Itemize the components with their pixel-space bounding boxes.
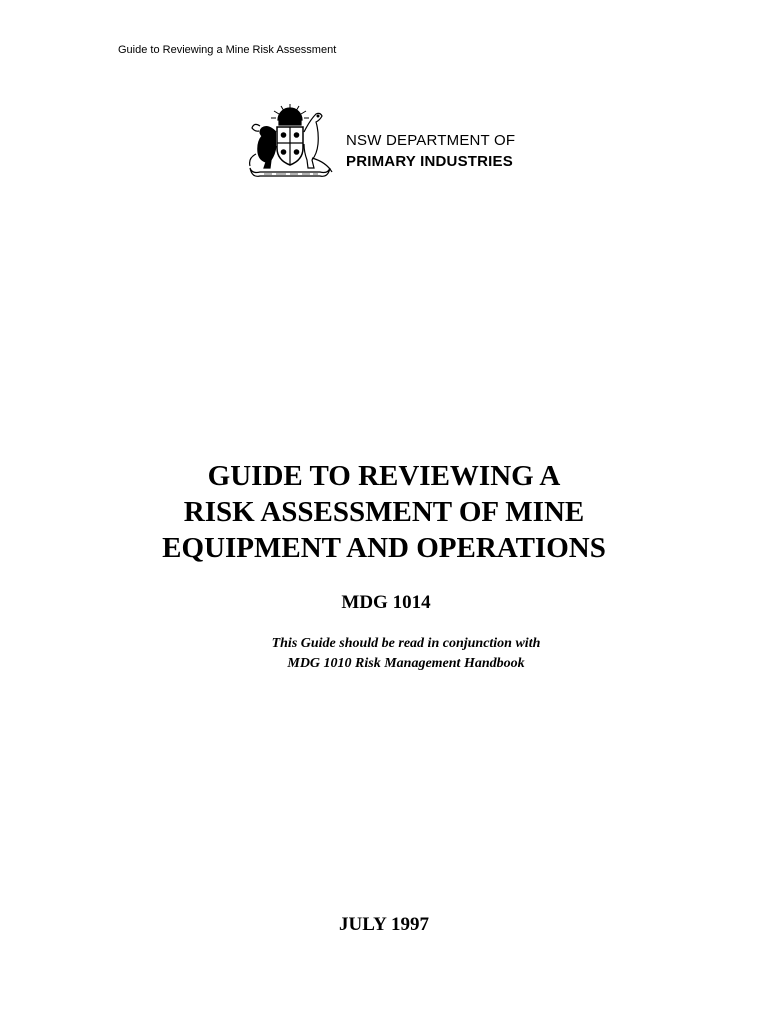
reading-note-line: This Guide should be read in conjunction with [271, 636, 541, 651]
reading-note [0, 634, 768, 674]
nsw-coat-of-arms-icon [240, 102, 340, 178]
reading-note-line: MDG 1010 Risk Management Handbook [287, 656, 525, 671]
department-name-line2: PRIMARY INDUSTRIES [346, 153, 513, 170]
running-header: Guide to Reviewing a Mine Risk Assessment [118, 44, 337, 56]
title-line: GUIDE TO REVIEWING A [207, 460, 561, 492]
publication-date: JULY 1997 [339, 914, 429, 935]
department-name [346, 130, 515, 172]
document-code: MDG 1014 [341, 592, 431, 613]
title-line: RISK ASSESSMENT OF MINE [183, 496, 585, 528]
department-name-line1: NSW DEPARTMENT OF [346, 132, 516, 149]
document-title [0, 458, 768, 566]
title-line: EQUIPMENT AND OPERATIONS [162, 532, 606, 564]
